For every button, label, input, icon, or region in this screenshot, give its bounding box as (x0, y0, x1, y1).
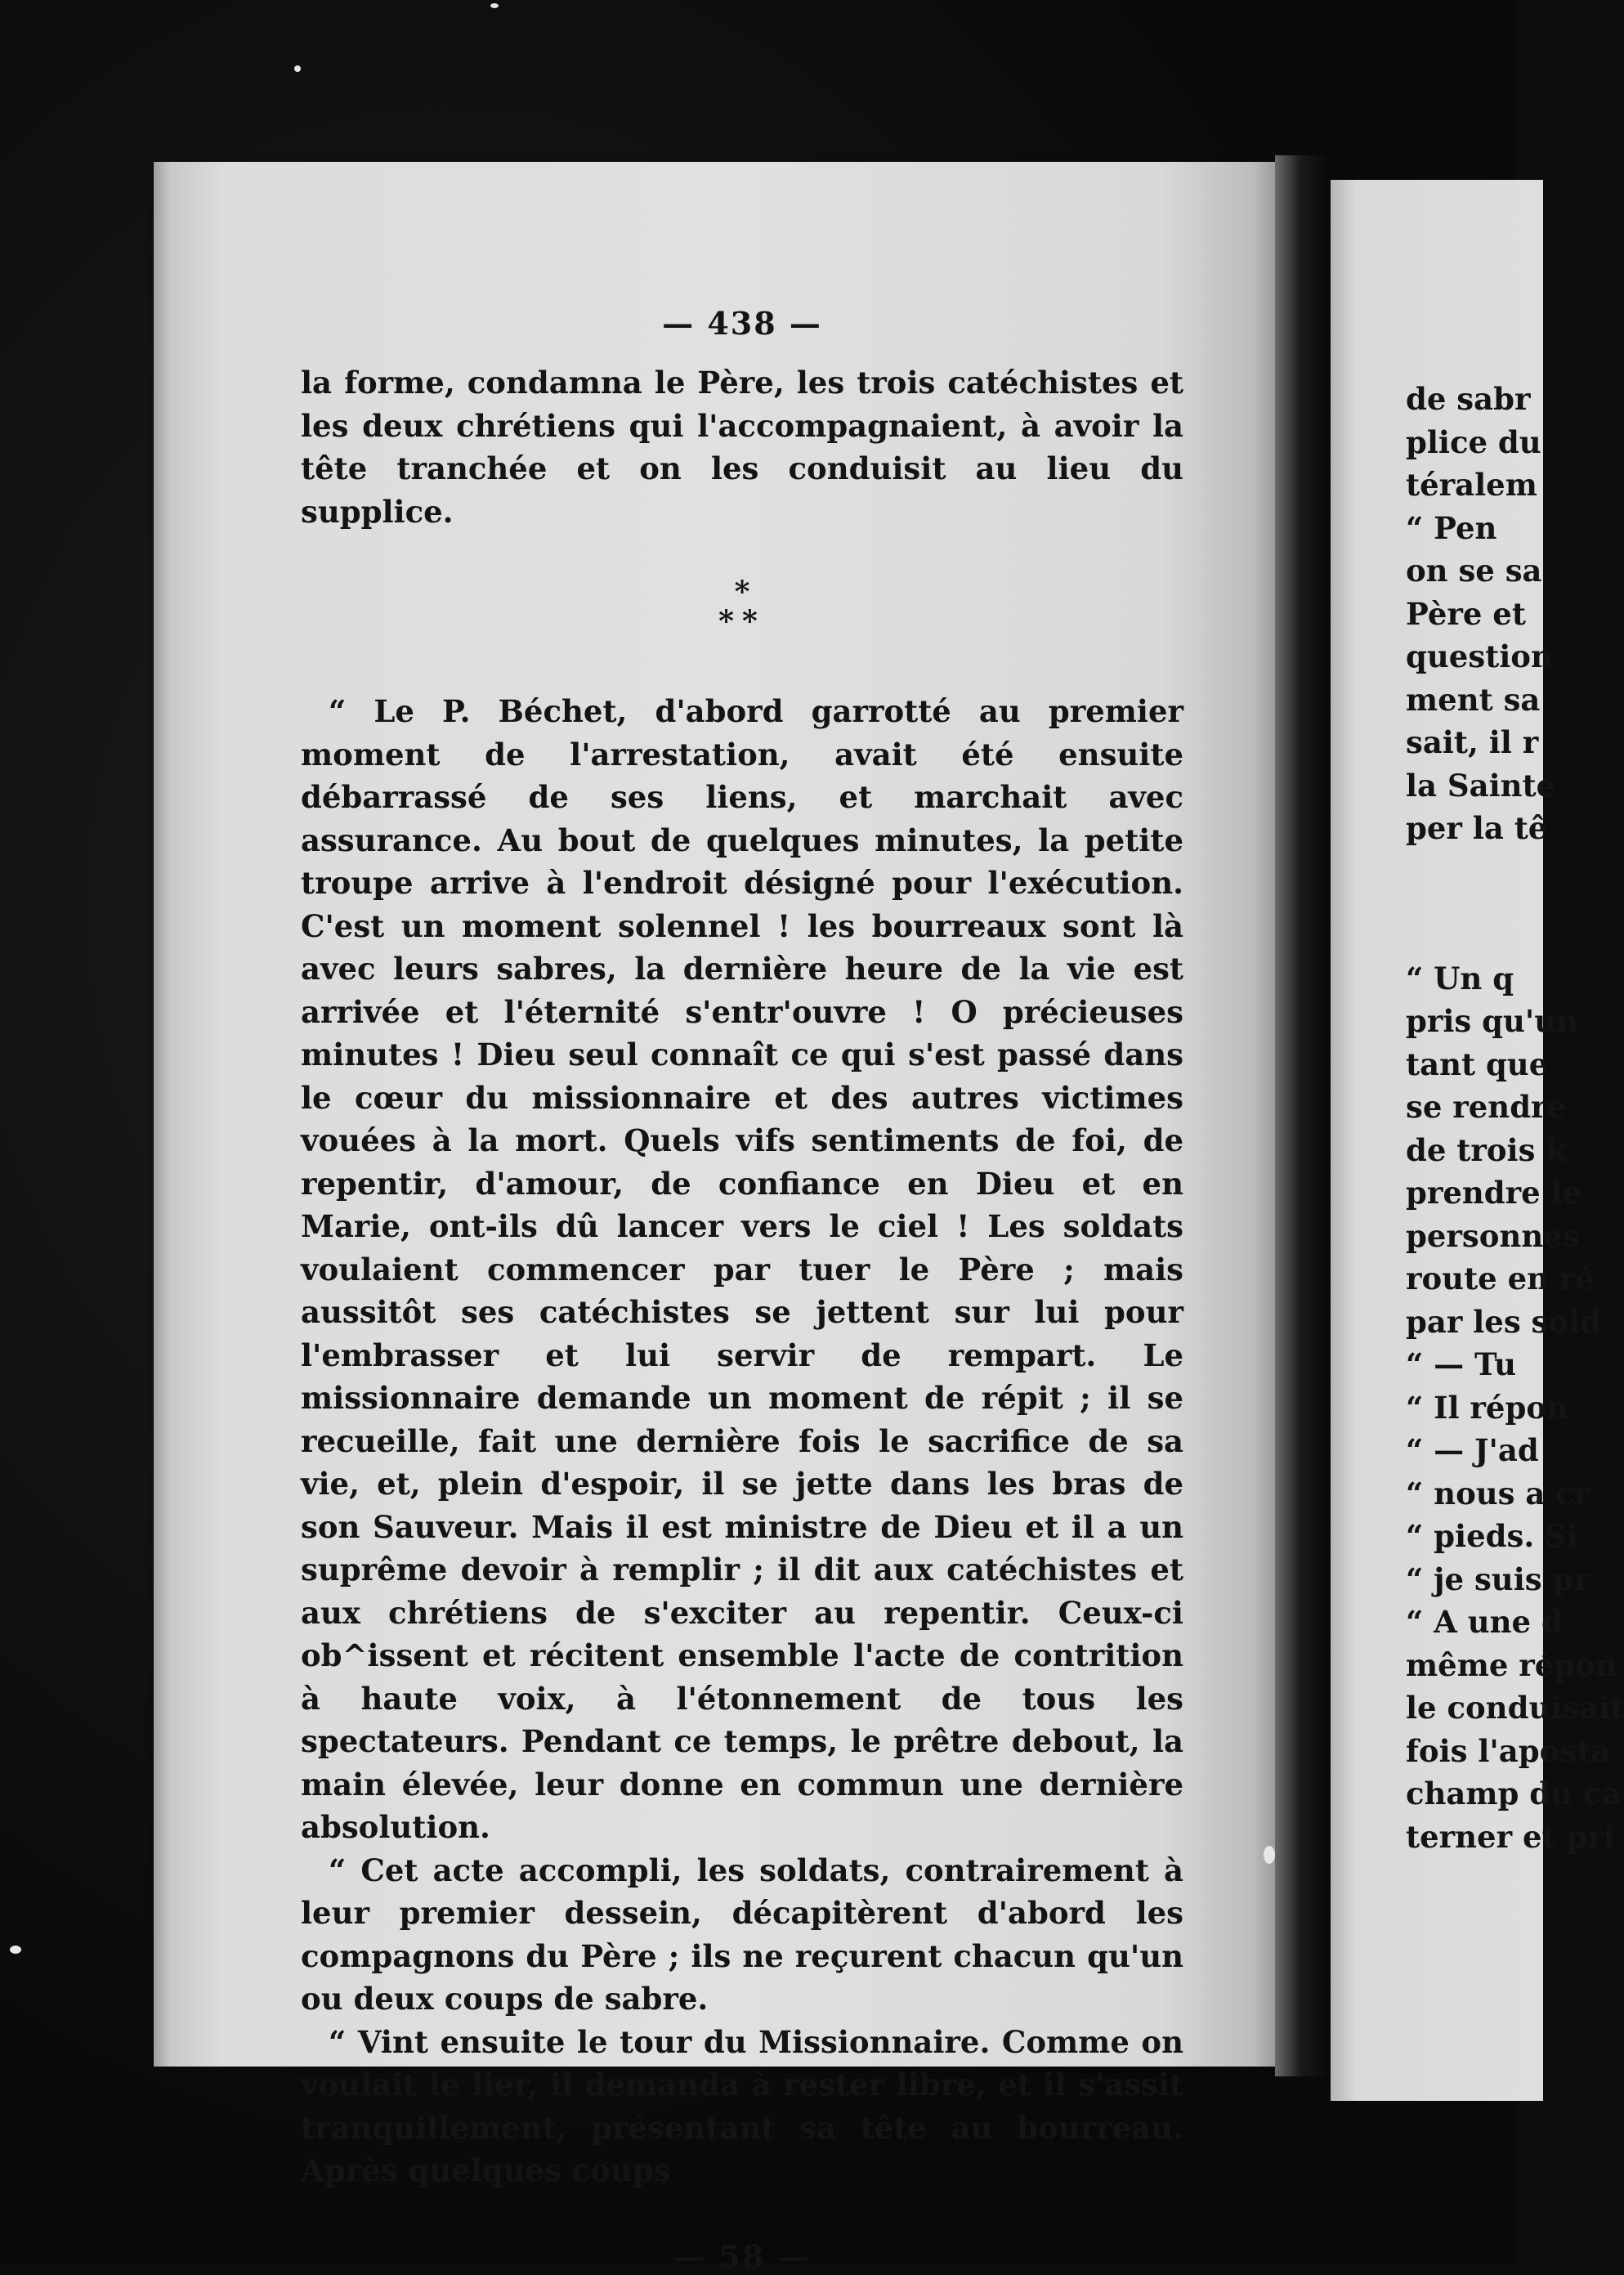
asterism-top: * (734, 575, 750, 609)
right-line: champ du ca (1406, 1776, 1622, 1811)
right-line: question (1406, 638, 1553, 674)
right-line: pris qu'un (1406, 1003, 1579, 1039)
right-line: “ pieds. Si (1406, 1518, 1578, 1554)
right-line: de trois k (1406, 1131, 1567, 1168)
paragraph-2: “ Le P. Béchet, d'abord garrotté au premier moment de l'arrestation, avait été ensuite débarrassé de ses liens, et marchait avec assurance. Au bout de quelques minutes, la petite troupe arrive à l'endroit désigné pour l'exécution. C'est un moment solennel ! les bourreaux sont là avec leurs sabres, la dernière heure de la vie est arrivée et l'éternité s'entr'ouvre ! O précieuses minutes ! Dieu seul connaît ce qui s'est passé dans le cœur du missionnaire et des autres victimes vouées à la mort. Quels vifs sentiments de foi, de repentir, d'amour, de confiance en Dieu et en Marie, ont-ils dû lancer vers le ciel ! Les soldats voulaient commencer par tuer le Père ; mais aussitôt ses catéchistes se jettent sur lui pour l'embrasser et lui servir de rempart. Le missionnaire demande un moment de répit ; il se recueille, fait une dernière fois le sacrifice de sa vie, et, plein d'espoir, il se jette dans les bras de son Sauveur. Mais il est ministre de Dieu et il a un suprême devoir à remplir ; il dit aux catéchistes et aux chrétiens de s'exciter au repentir. Ceux-ci ob^issent et récitent ensemble l'acte de contrition à haute voix, à l'étonnement de tous les spectateurs. Pendant ce temps, le prêtre debout, la main élevée, leur donne en commun une dernière absolution. (301, 693, 1183, 1845)
right-line: le conduisait (1406, 1690, 1624, 1726)
left-page (154, 162, 1298, 2275)
right-line: se rendre (1406, 1089, 1567, 1125)
right-section-gap (1406, 850, 1602, 936)
right-line: “ A une d (1406, 1604, 1563, 1640)
right-line: sait, il r (1406, 724, 1539, 760)
right-line: la Sainte (1406, 767, 1556, 804)
paragraph-4: “ Vint ensuite le tour du Missionnaire. Comme on voulait le lier, il demanda à rester libre, et il s'assit tranquillement, présentant sa tête au bourreau. Après quelques coups (301, 2023, 1183, 2188)
dust-speck (10, 1946, 21, 1954)
right-line: prendre le (1406, 1175, 1582, 1211)
right-line: per la tê (1406, 810, 1548, 846)
right-line: route en ré (1406, 1261, 1595, 1296)
folio-number: — 438 — (662, 305, 822, 342)
right-line: “ — Tu (1406, 1346, 1517, 1382)
paragraph-1: la forme, condamna le Père, les trois catéchistes et les deux chrétiens qui l'accompagnaient, à avoir la tête tranchée et on les conduisit au lieu du supplice. (301, 365, 1183, 530)
dust-speck (490, 3, 499, 8)
right-line: personnes (1406, 1217, 1580, 1254)
right-line: tant que (1406, 1046, 1549, 1082)
asterism-bottom: ** (718, 604, 766, 638)
right-line: “ je suis pr (1406, 1561, 1590, 1597)
right-line: de sabr (1406, 381, 1531, 417)
body-text (301, 361, 1183, 2192)
page-number: — 58 — (673, 2237, 811, 2275)
right-line: “ nous a cr (1406, 1475, 1590, 1511)
paragraph-3: “ Cet acte accompli, les soldats, contrairement à leur premier dessein, décapitèrent d'abord les compagnons du Père ; ils ne reçurent chacun qu'un ou deux coups de sabre. (301, 1852, 1183, 2017)
dust-speck (294, 65, 301, 72)
right-line: téralem (1406, 467, 1537, 503)
right-line: “ Il répon (1406, 1389, 1568, 1426)
right-line: terner et pri (1406, 1818, 1615, 1855)
right-line: “ Un q (1406, 960, 1514, 996)
right-line: par les sold (1406, 1303, 1601, 1340)
book-gutter (1275, 155, 1332, 2076)
right-section-gap (1406, 936, 1602, 957)
left-page-content (301, 305, 1183, 2275)
right-line: ment sa (1406, 681, 1541, 718)
right-line: même répon (1406, 1646, 1617, 1683)
right-line: “ — J'ad (1406, 1432, 1539, 1468)
right-line: Père et (1406, 595, 1526, 632)
right-page (1331, 180, 1624, 2101)
right-line: “ Pen (1406, 509, 1497, 546)
right-line: plice du (1406, 423, 1541, 460)
dust-speck (1264, 1846, 1275, 1864)
section-asterism (301, 577, 1183, 636)
right-line: fois l'aposta (1406, 1732, 1611, 1769)
right-page-content (1406, 378, 1624, 1858)
right-line: on se sa (1406, 553, 1542, 589)
